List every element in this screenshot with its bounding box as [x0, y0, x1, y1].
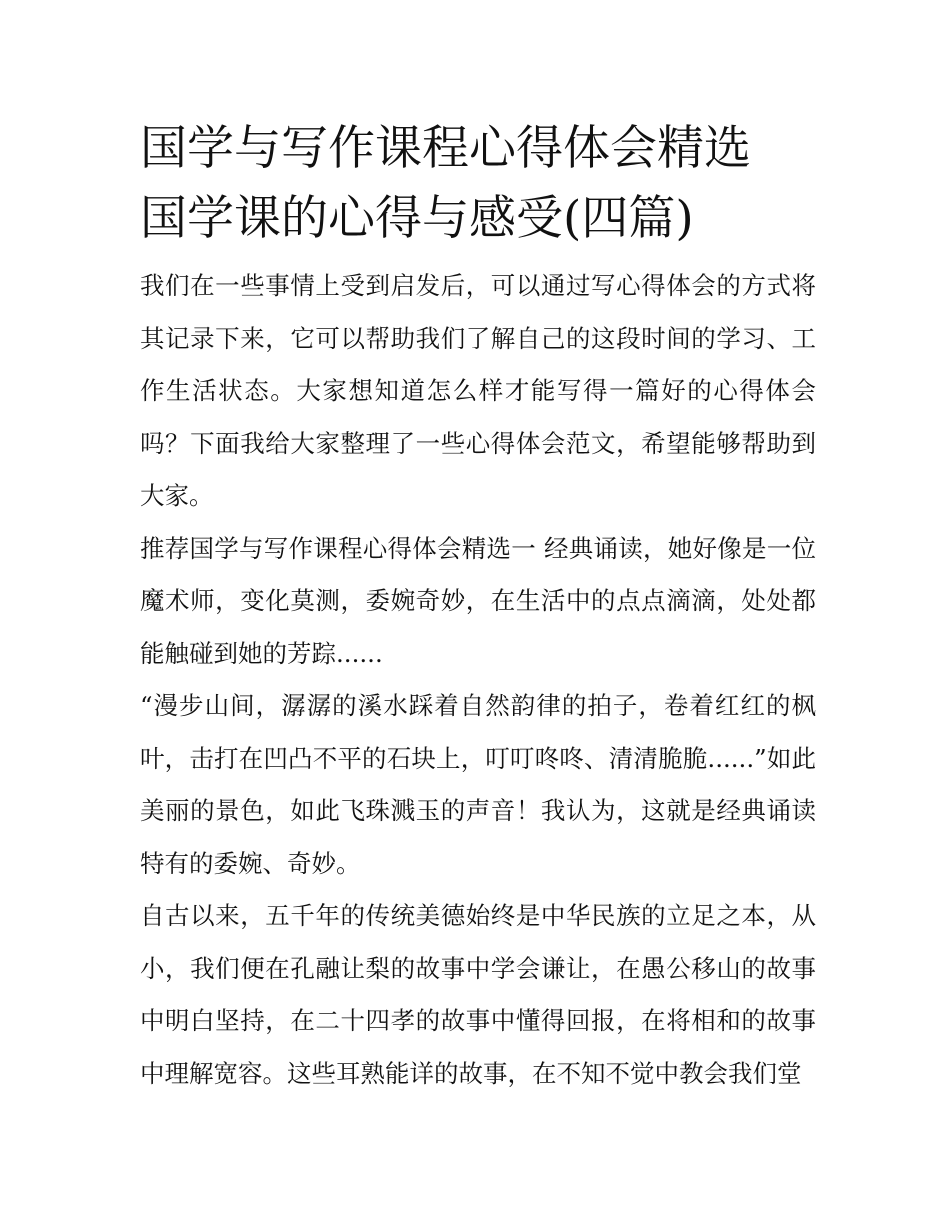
paragraph-essay-one-opening: 推荐国学与写作课程心得体会精选一 经典诵读，她好像是一位魔术师，变化莫测，委婉奇妙，在生活中的点点滴滴，处处都能触碰到她的芳踪......	[140, 533, 816, 668]
document-title	[140, 114, 816, 254]
paragraph-tradition: 自古以来，五千年的传统美德始终是中华民族的立足之本，从小，我们便在孔融让梨的故事中学会谦让，在愚公移山的故事中明白坚持，在二十四孝的故事中懂得回报，在将相和的故事中理解宽容。这些耳熟能详的故事，在不知不觉中教会我们堂	[140, 901, 816, 1088]
title-line-2: 国学课的心得与感受(四篇)	[140, 191, 694, 246]
paragraph-quote: “漫步山间，潺潺的溪水踩着自然韵律的拍子，卷着红红的枫叶，击打在凹凸不平的石块上，叮叮咚咚、清清脆脆......”如此美丽的景色，如此飞珠溅玉的声音！我认为，这就是经典诵读特有的委婉、奇妙。	[140, 691, 816, 878]
paragraph-intro: 我们在一些事情上受到启发后，可以通过写心得体会的方式将其记录下来，它可以帮助我们了解自己的这段时间的学习、工作生活状态。大家想知道怎么样才能写得一篇好的心得体会吗？下面我给大家整理了一些心得体会范文，希望能够帮助到大家。	[140, 271, 816, 510]
document-body	[140, 114, 816, 1100]
title-line-1: 国学与写作课程心得体会精选	[140, 121, 751, 176]
